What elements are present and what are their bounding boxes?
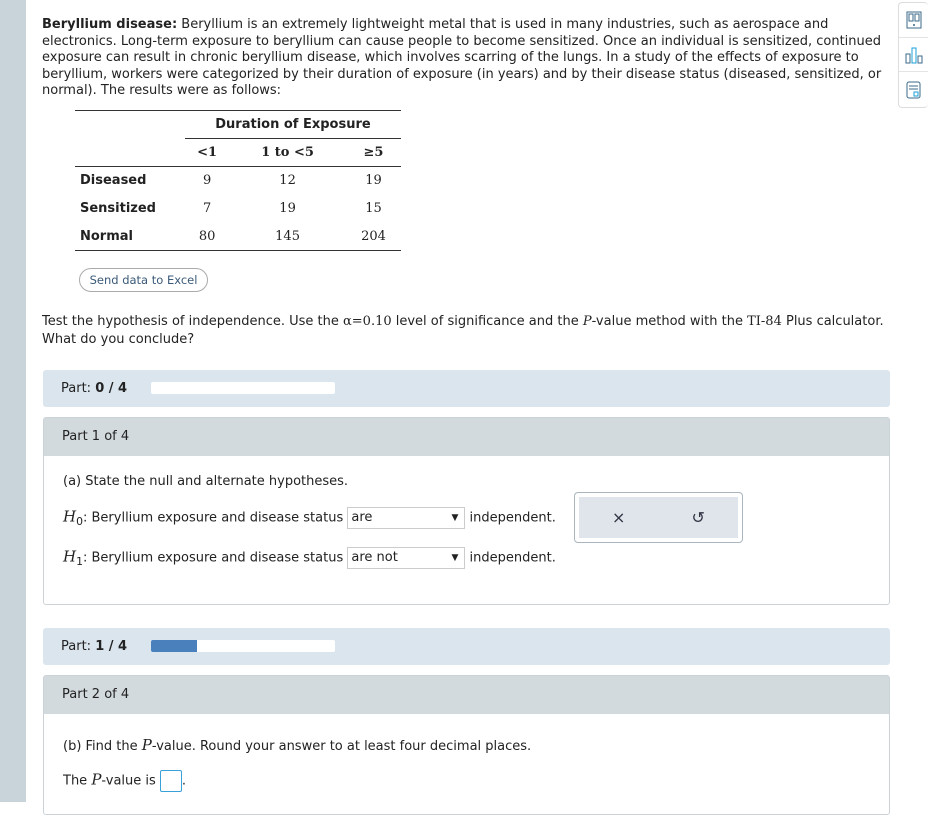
p-value-line: The P-value is . xyxy=(63,770,186,792)
cell: 9 xyxy=(202,173,212,189)
data-chart-icon[interactable] xyxy=(899,38,928,73)
cell: 19 xyxy=(365,173,382,189)
cell: 12 xyxy=(279,173,296,189)
cell: 15 xyxy=(365,201,382,216)
h0-select[interactable]: are ▼ xyxy=(347,507,465,529)
dropdown-arrow-icon: ▼ xyxy=(451,513,459,523)
part-1-header: Part 1 of 4 xyxy=(44,418,889,456)
send-to-excel-button[interactable]: Send data to Excel xyxy=(79,268,208,292)
cell: 204 xyxy=(361,228,386,244)
part-2-header: Part 2 of 4 xyxy=(44,676,889,714)
row-label: Diseased xyxy=(80,173,147,189)
answer-actions xyxy=(574,492,743,543)
progress-fill xyxy=(151,640,197,652)
table-row xyxy=(75,195,401,223)
undo-icon[interactable]: ↺ xyxy=(691,508,705,527)
col-header: <1 xyxy=(197,145,218,160)
progress-track xyxy=(151,640,335,652)
calculator-icon[interactable] xyxy=(899,72,928,107)
tool-panel xyxy=(898,2,928,108)
row-label: Normal xyxy=(80,228,133,244)
table-row xyxy=(75,167,401,195)
p-value-input[interactable] xyxy=(160,770,182,792)
cell: 80 xyxy=(198,228,216,244)
clear-icon[interactable]: × xyxy=(612,508,626,527)
cell: 7 xyxy=(202,201,212,216)
progress-track xyxy=(151,382,335,394)
col-header: ≥5 xyxy=(363,145,384,160)
data-table xyxy=(75,110,401,251)
table-row xyxy=(75,223,401,251)
cell: 19 xyxy=(279,201,296,216)
ebook-icon[interactable] xyxy=(899,3,928,38)
cell: 145 xyxy=(275,228,300,244)
h1-select[interactable]: are not ▼ xyxy=(347,547,465,569)
h0-line: $H_0$: Beryllium exposure and disease status are ▼ independent. xyxy=(63,507,556,529)
h1-line: $H_1$: Beryllium exposure and disease status are not ▼ independent. xyxy=(63,547,556,569)
dropdown-arrow-icon: ▼ xyxy=(451,553,459,563)
part-1-prompt: (a) State the null and alternate hypotheses. xyxy=(63,474,349,489)
row-label: Sensitized xyxy=(80,201,156,216)
col-header: 1 to <5 xyxy=(261,145,314,160)
left-sidebar xyxy=(0,0,26,802)
progress-bar-part-1: Part: 1 / 4 xyxy=(43,628,890,665)
progress-bar-part-0: Part: 0 / 4 xyxy=(43,370,890,407)
table-header: Duration of Exposure xyxy=(185,111,401,139)
part-2-prompt: (b) Find the P-value. Round your answer to at least four decimal places. xyxy=(63,736,532,754)
problem-intro xyxy=(42,17,887,100)
intro-title: Beryllium disease: xyxy=(42,17,178,32)
intro-text: Beryllium is an extremely lightweight metal that is used in many industries, such as aerospace and electronics. Long-term exposure to beryllium can cause people to become sensitized. Once an individual is sensitized, continued exposure can result in chronic beryllium disease, which involves scarring of the lungs. In a study of the effects of exposure to beryllium, workers were categorized by their duration of exposure (in years) and by their disease status (diseased, sensitized, or normal). The results were as follows: xyxy=(42,17,882,98)
question-text: Test the hypothesis of independence. Use the α=0.10 level of significance and the P-value method with the TI-84 Plus calculator. What do you conclude? xyxy=(42,314,884,347)
